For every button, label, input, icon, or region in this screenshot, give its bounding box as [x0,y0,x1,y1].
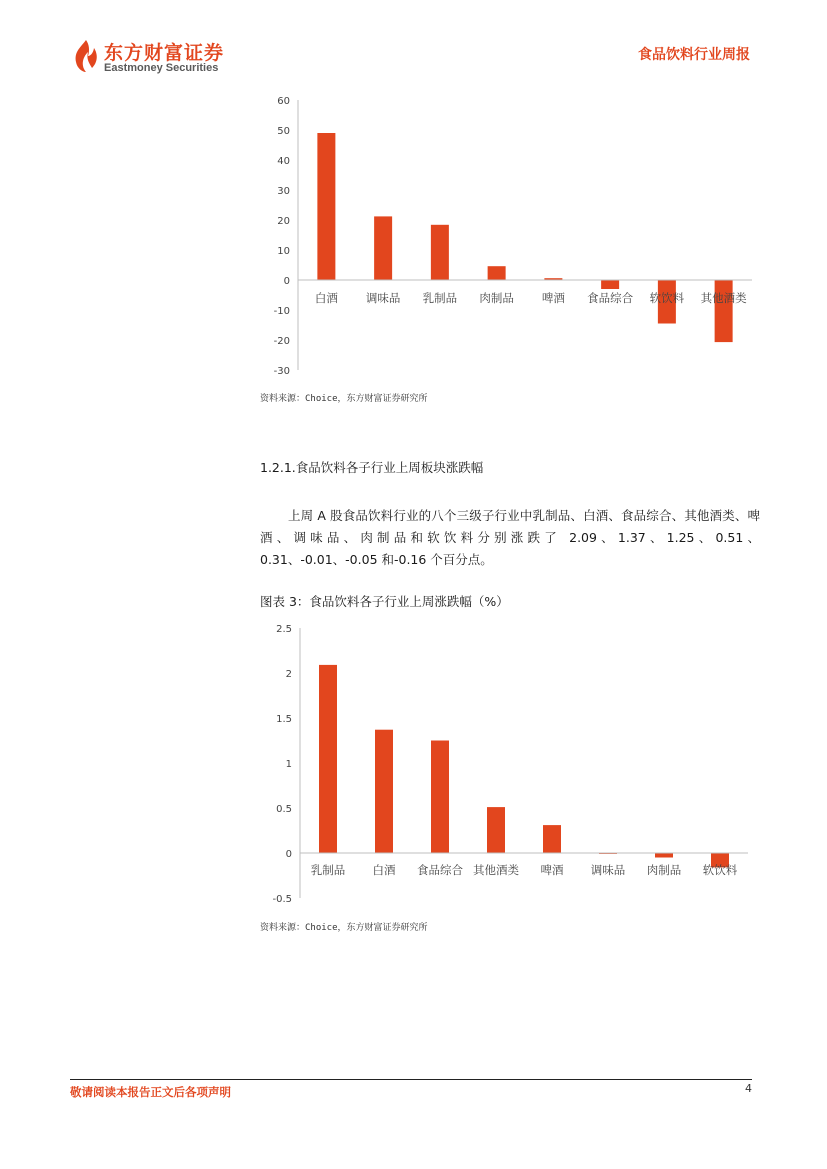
chart-2-caption: 图表 3：食品饮料各子行业上周涨跌幅（%） [260,594,509,609]
x-category-label: 食品综合 [417,863,463,877]
x-category-label: 食品综合 [587,291,634,305]
y-tick-label: -20 [273,336,290,347]
bar-6 [655,853,673,858]
y-tick-label: 0 [285,849,292,860]
x-category-label: 白酒 [372,863,396,877]
x-category-label: 啤酒 [540,863,564,877]
report-title: 食品饮料行业周报 [638,47,750,63]
y-tick-label: 0 [283,276,290,287]
logo-english-name: Eastmoney Securities [104,62,219,74]
x-category-label: 乳制品 [310,863,346,877]
logo-chinese-name: 东方财富证券 [104,42,225,64]
bar-2 [431,741,449,854]
y-tick-label: 30 [277,186,290,197]
bar-2 [431,225,449,280]
y-tick-label: -0.5 [272,894,292,905]
chart-2-bar-chart [260,618,760,908]
y-tick-label: 1.5 [276,714,292,725]
x-category-label: 肉制品 [646,863,682,877]
x-category-label: 白酒 [314,291,338,305]
flame-logo-icon [70,38,102,74]
x-category-label: 肉制品 [479,291,514,305]
section-heading: 1.2.1.食品饮料各子行业上周板块涨跌幅 [260,460,484,475]
bar-5 [601,280,619,289]
y-tick-label: -10 [273,306,290,317]
x-category-label: 其他酒类 [700,291,747,305]
bar-0 [319,665,337,853]
chart-2-source: 资料来源：Choice，东方财富证券研究所 [260,923,428,933]
chart-1-source: 资料来源：Choice，东方财富证券研究所 [260,394,428,404]
footer-divider [70,1079,752,1080]
x-category-label: 调味品 [590,863,626,877]
y-tick-label: 50 [277,126,290,137]
y-tick-label: 10 [277,246,290,257]
x-category-label: 啤酒 [541,291,565,305]
bar-0 [317,133,335,280]
x-category-label: 其他酒类 [473,863,519,877]
y-tick-label: 1 [285,759,292,770]
x-category-label: 软饮料 [702,863,738,877]
y-tick-label: 2.5 [276,624,292,635]
bar-3 [488,266,506,280]
bar-1 [375,730,393,853]
y-tick-label: 40 [277,156,290,167]
chart-1-bar-chart [260,88,760,378]
x-category-label: 调味品 [365,291,401,305]
x-category-label: 乳制品 [422,291,458,305]
x-category-label: 软饮料 [649,291,685,305]
y-tick-label: 2 [285,669,292,680]
bar-4 [543,825,561,853]
body-paragraph: 上周 A 股食品饮料行业的八个三级子行业中乳制品、白酒、食品综合、其他酒类、啤酒、调味品、肉制品和软饮料分别涨跌了 2.09、1.37、1.25、0.51、0.31、-0.01、-0.05 和-0.16 个百分点。 [260,508,760,567]
bar-3 [487,807,505,853]
eastmoney-logo [70,38,250,78]
footer-disclaimer-note: 敬请阅读本报告正文后各项声明 [70,1085,231,1099]
bar-1 [374,216,392,280]
bar-7 [715,280,733,342]
page-number: 4 [745,1082,752,1095]
y-tick-label: 20 [277,216,290,227]
y-tick-label: 60 [277,96,290,107]
y-tick-label: -30 [273,366,290,377]
y-tick-label: 0.5 [276,804,292,815]
